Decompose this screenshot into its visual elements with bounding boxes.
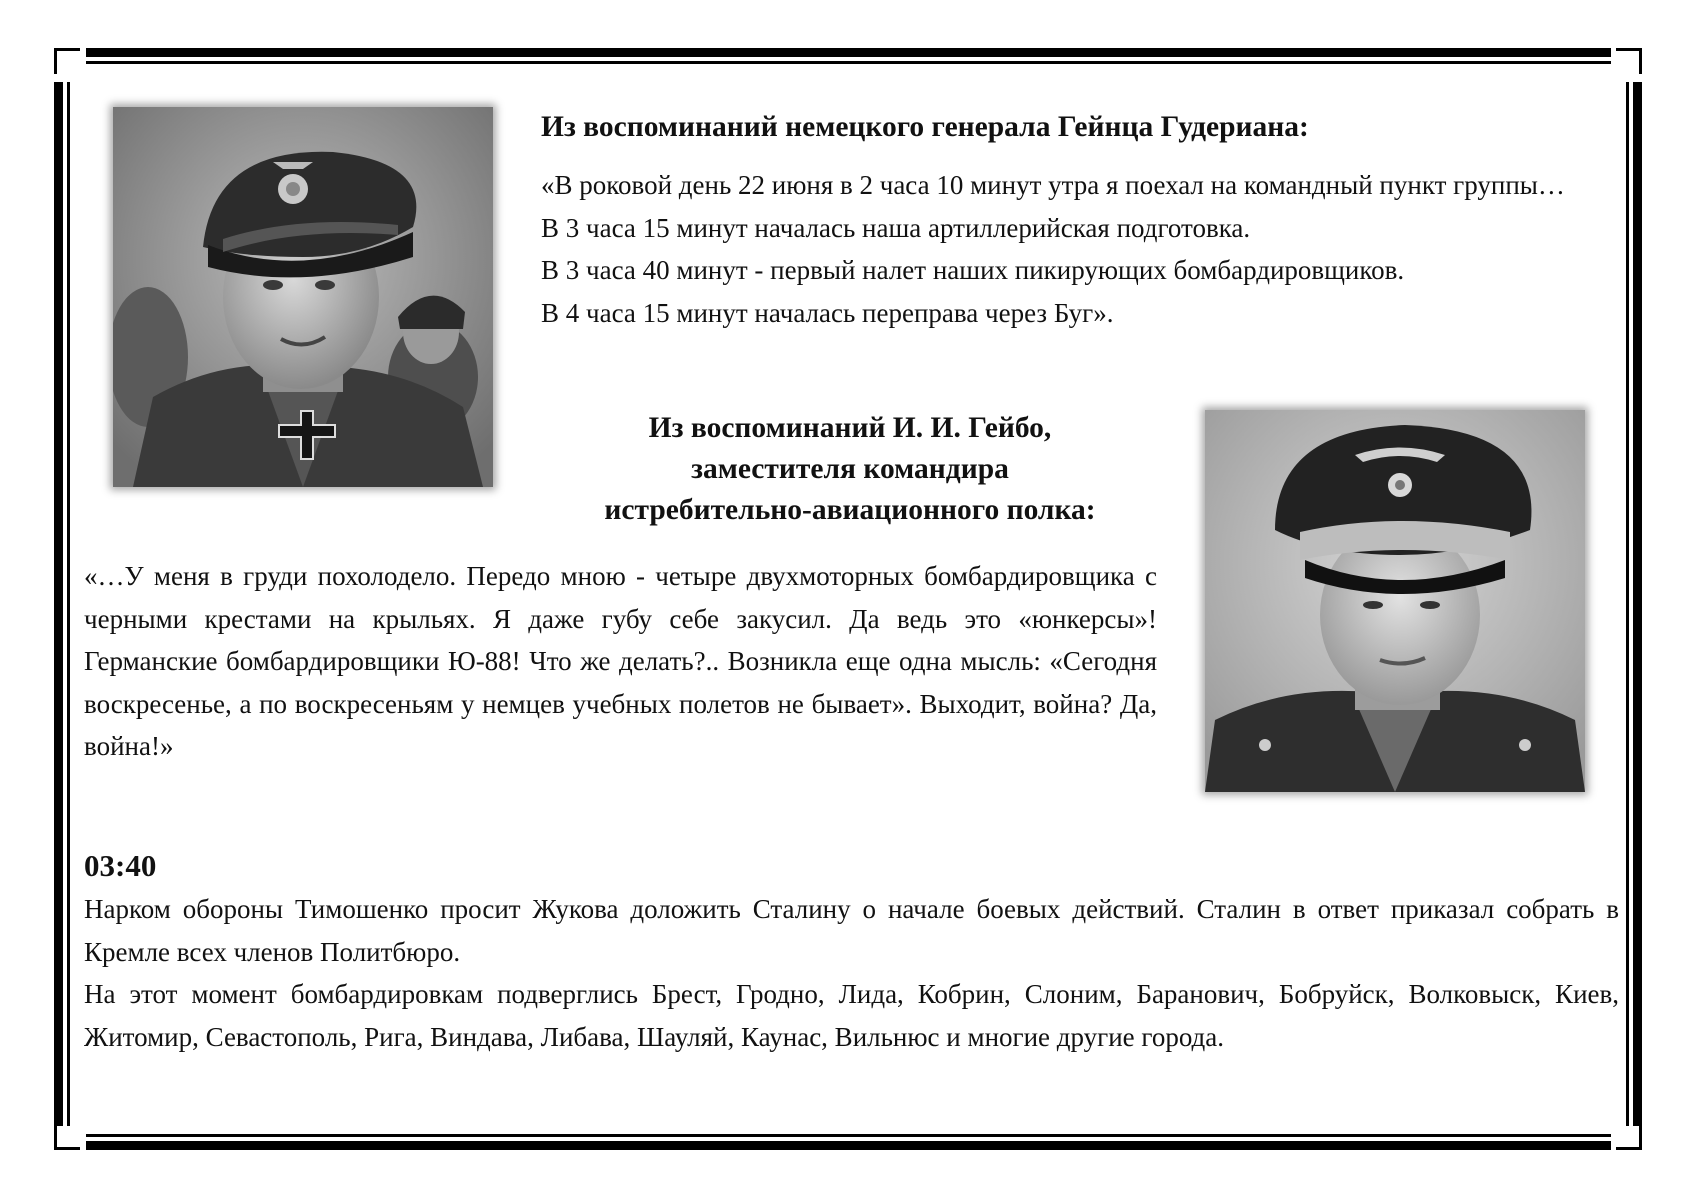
frame-left-thin xyxy=(67,82,70,1126)
timeline-time: 03:40 xyxy=(84,848,157,883)
geibo-quote: «…У меня в груди похолодело. Передо мною - четыре двухмоторных бомбардировщика с черными крестами на крыльях. Я даже губу себе закусил. Да ведь это «юнкерсы»! Германские бомбардировщики Ю-88! Что же делать?.. Возникла еще одна мысль: «Сегодня воскресенье, а по воскресеньям у немцев учебных полетов не бывает». Выходит, война? Да, война!» xyxy=(84,561,1157,761)
geibo-photo xyxy=(1205,410,1585,792)
geibo-heading-line: Из воспоминаний И. И. Гейбо, xyxy=(648,412,1052,444)
frame-left-thick xyxy=(54,82,63,1126)
timeline-paragraph: Нарком обороны Тимошенко просит Жукова доложить Сталину о начале боевых действий. Сталин в ответ приказал собрать в Кремле всех членов Политбюро. xyxy=(84,894,1619,967)
geibo-heading-line: заместителя командира xyxy=(691,453,1009,485)
frame-bottom-thin xyxy=(86,1134,1611,1137)
frame-bottom-thick xyxy=(86,1141,1611,1150)
guderian-photo xyxy=(113,107,493,487)
timeline-text xyxy=(84,888,1619,1058)
guderian-quote-line: «В роковой день 22 июня в 2 часа 10 минут утра я поехал на командный пункт группы… xyxy=(541,170,1565,200)
geibo-heading xyxy=(540,408,1160,531)
guderian-quote-line: В 4 часа 15 минут началась переправа через Буг». xyxy=(541,297,1114,328)
frame-top-thick xyxy=(86,48,1611,57)
frame-corner-top-left xyxy=(54,48,80,74)
frame-corner-top-right xyxy=(1616,48,1642,74)
frame-corner-bottom-right xyxy=(1616,1124,1642,1150)
geibo-heading-line: истребительно-авиационного полка: xyxy=(604,494,1096,526)
timeline-paragraph: На этот момент бомбардировкам подверглись Брест, Гродно, Лида, Кобрин, Слоним, Баранович, Бобруйск, Волковыск, Киев, Житомир, Севастополь, Рига, Виндава, Либава, Шауляй, Каунас, Вильнюс и многие другие города. xyxy=(84,979,1619,1052)
guderian-quote xyxy=(541,164,1619,334)
guderian-quote-line: В 3 часа 15 минут началась наша артиллерийская подготовка. xyxy=(541,212,1251,243)
guderian-quote-line: В 3 часа 40 минут - первый налет наших пикирующих бомбардировщиков. xyxy=(541,255,1405,285)
frame-top-thin xyxy=(86,61,1611,64)
frame-right-thin xyxy=(1626,82,1629,1126)
frame-right-thick xyxy=(1633,82,1642,1126)
guderian-heading: Из воспоминаний немецкого генерала Гейнца Гудериана: xyxy=(541,111,1309,143)
frame-corner-bottom-left xyxy=(54,1124,80,1150)
